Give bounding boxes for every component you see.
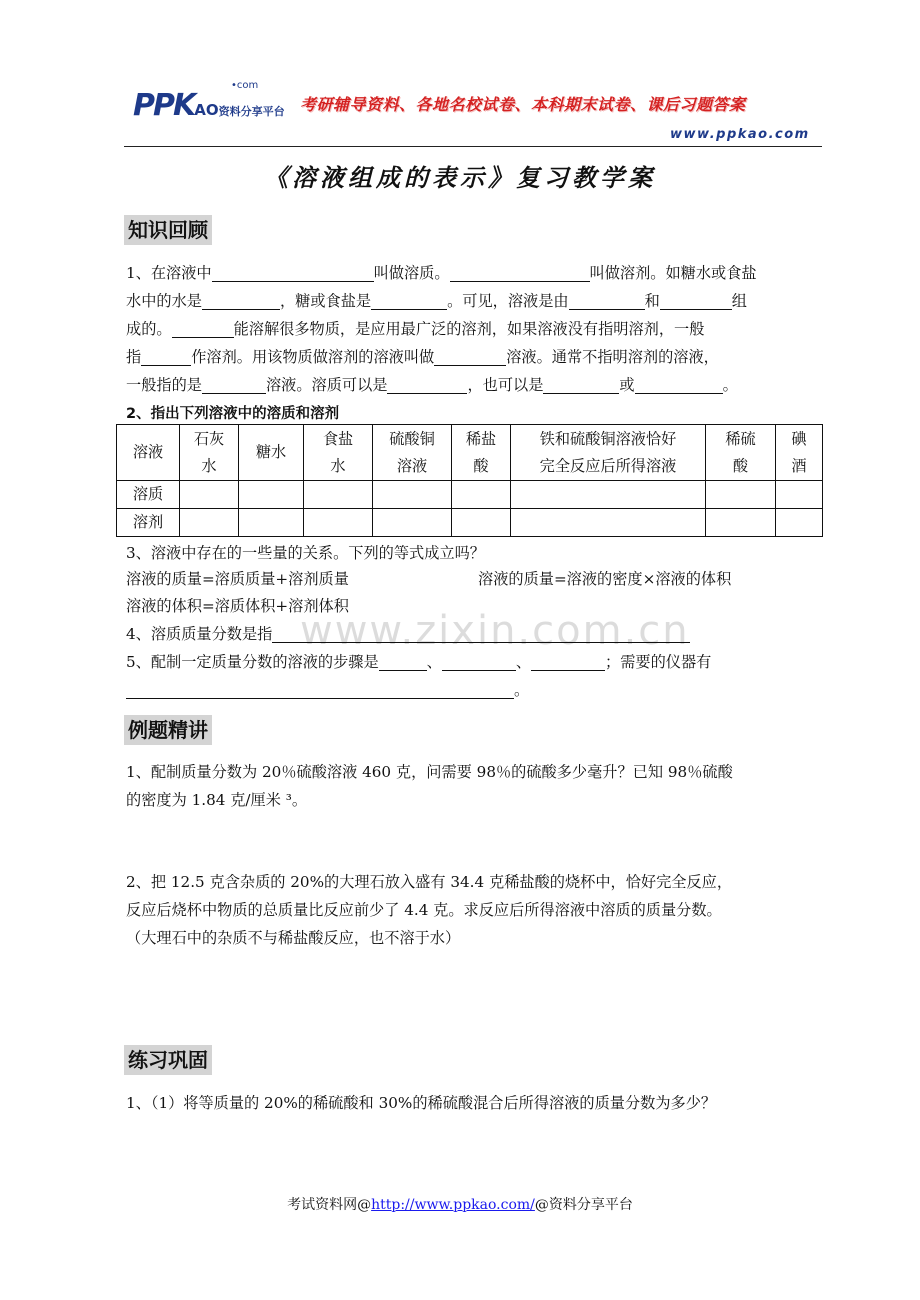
row-label-solute: 溶质 — [117, 481, 180, 509]
blank — [379, 653, 427, 671]
table-row — [117, 481, 823, 509]
header-site-url: www.ppkao.com — [670, 127, 810, 142]
answer-cell[interactable] — [706, 481, 776, 509]
blank — [450, 264, 590, 282]
answer-cell[interactable] — [776, 481, 823, 509]
section-heading-examples: 例题精讲 — [124, 715, 212, 745]
section-heading-review: 知识回顾 — [124, 215, 212, 245]
q3-eq2: 溶液的质量=溶液的密度×溶液的体积 — [478, 570, 732, 588]
logo-com: •com — [231, 80, 259, 91]
table-header-cell: 食盐 水 — [304, 425, 373, 481]
footer-suffix: @资料分享平台 — [534, 1197, 633, 1213]
watermark: www.zixin.com.cn — [300, 608, 690, 654]
q1-line-3: 成的。 能溶解很多物质，是应用最广泛的溶剂，如果溶液没有指明溶剂，一般 — [126, 320, 705, 338]
example-2-line-2: 反应后烧杯中物质的总质量比反应前少了 4.4 克。求反应后所得溶液中溶质的质量分数。 — [126, 901, 722, 919]
blank — [126, 681, 514, 699]
blank — [569, 292, 645, 310]
blank — [442, 653, 516, 671]
answer-cell[interactable] — [373, 509, 452, 537]
answer-cell[interactable] — [373, 481, 452, 509]
table-header-cell: 稀盐 酸 — [452, 425, 511, 481]
example-2-line-3: （大理石中的杂质不与稀盐酸反应，也不溶于水） — [126, 929, 461, 947]
table-header-cell: 稀硫 酸 — [706, 425, 776, 481]
answer-cell[interactable] — [239, 481, 304, 509]
header-banner: 考研辅导资料、各地名校试卷、本科期末试卷、课后习题答案 — [300, 95, 746, 114]
answer-cell[interactable] — [511, 481, 706, 509]
answer-cell[interactable] — [180, 481, 239, 509]
blank — [531, 653, 605, 671]
solute-solvent-table — [116, 424, 823, 537]
q3-eq1: 溶液的质量=溶质质量+溶剂质量 — [126, 570, 349, 588]
blank — [272, 625, 690, 643]
table-header-cell: 溶液 — [117, 425, 180, 481]
q1-line-2: 水中的水是 ，糖或食盐是 。可见，溶液是由 和 组 — [126, 292, 747, 310]
q1-line-4: 指 作溶剂。用该物质做溶剂的溶液叫做 溶液。通常不指明溶剂的溶液， — [126, 348, 719, 366]
table-header-cell: 铁和硫酸铜溶液恰好 完全反应后所得溶液 — [511, 425, 706, 481]
blank — [660, 292, 732, 310]
footer — [0, 1194, 920, 1214]
blank — [371, 292, 447, 310]
table-header-cell: 硫酸铜 溶液 — [373, 425, 452, 481]
blank — [434, 348, 506, 366]
table-header-row — [117, 425, 823, 481]
example-1-line-2: 的密度为 1.84 克/厘米 ³。 — [126, 791, 308, 809]
blank — [202, 376, 266, 394]
q5-line: 5、配制一定质量分数的溶液的步骤是 、 、 ；需要的仪器有 — [126, 653, 712, 671]
page-title: 《溶液组成的表示》复习教学案 — [264, 163, 656, 192]
answer-cell[interactable] — [304, 509, 373, 537]
answer-cell[interactable] — [304, 481, 373, 509]
q3-intro: 3、溶液中存在的一些量的关系。下列的等式成立吗？ — [126, 544, 485, 562]
footer-link[interactable]: http://www.ppkao.com/ — [371, 1197, 535, 1213]
table-header-cell: 石灰 水 — [180, 425, 239, 481]
answer-cell[interactable] — [180, 509, 239, 537]
q1-line-5: 一般指的是 溶液。溶质可以是 ，也可以是 或 。 — [126, 376, 738, 394]
logo-subtitle: 资料分享平台 — [218, 105, 285, 118]
q1-line-1: 1、在溶液中 叫做溶质。 叫做溶剂。如糖水或食盐 — [126, 264, 757, 282]
answer-cell[interactable] — [776, 509, 823, 537]
q3-eq3: 溶液的体积=溶质体积+溶剂体积 — [126, 597, 349, 615]
blank — [141, 348, 191, 366]
answer-cell[interactable] — [511, 509, 706, 537]
table-header-cell: 糖水 — [239, 425, 304, 481]
answer-cell[interactable] — [452, 481, 511, 509]
answer-cell[interactable] — [239, 509, 304, 537]
q4-line: 4、溶质质量分数是指 — [126, 623, 690, 644]
q2-title: 2、指出下列溶液中的溶质和溶剂 — [126, 406, 340, 422]
table-header-cell: 碘 酒 — [776, 425, 823, 481]
practice-1: 1、（1）将等质量的 20%的稀硫酸和 30%的稀硫酸混合后所得溶液的质量分数为多少？ — [126, 1094, 717, 1112]
answer-cell[interactable] — [706, 509, 776, 537]
section-heading-practice: 练习巩固 — [124, 1045, 212, 1075]
header-divider — [124, 146, 822, 147]
logo-main: PPK — [133, 88, 195, 123]
blank — [387, 376, 467, 394]
blank — [212, 264, 374, 282]
example-1-line-1: 1、配制质量分数为 20％硫酸溶液 460 克，问需要 98％的硫酸多少毫升？已知 98％硫酸 — [126, 763, 733, 781]
row-label-solvent: 溶剂 — [117, 509, 180, 537]
footer-prefix: 考试资料网@ — [287, 1197, 372, 1213]
example-2-line-1: 2、把 12.5 克含杂质的 20%的大理石放入盛有 34.4 克稀盐酸的烧杯中，恰好完全反应， — [126, 873, 733, 891]
logo-ao: AO — [194, 101, 219, 119]
blank — [202, 292, 280, 310]
blank — [172, 320, 234, 338]
blank — [543, 376, 619, 394]
ppkao-logo — [133, 80, 285, 123]
blank — [635, 376, 723, 394]
answer-cell[interactable] — [452, 509, 511, 537]
table-row — [117, 509, 823, 537]
q5-line-2: 。 — [126, 679, 529, 700]
